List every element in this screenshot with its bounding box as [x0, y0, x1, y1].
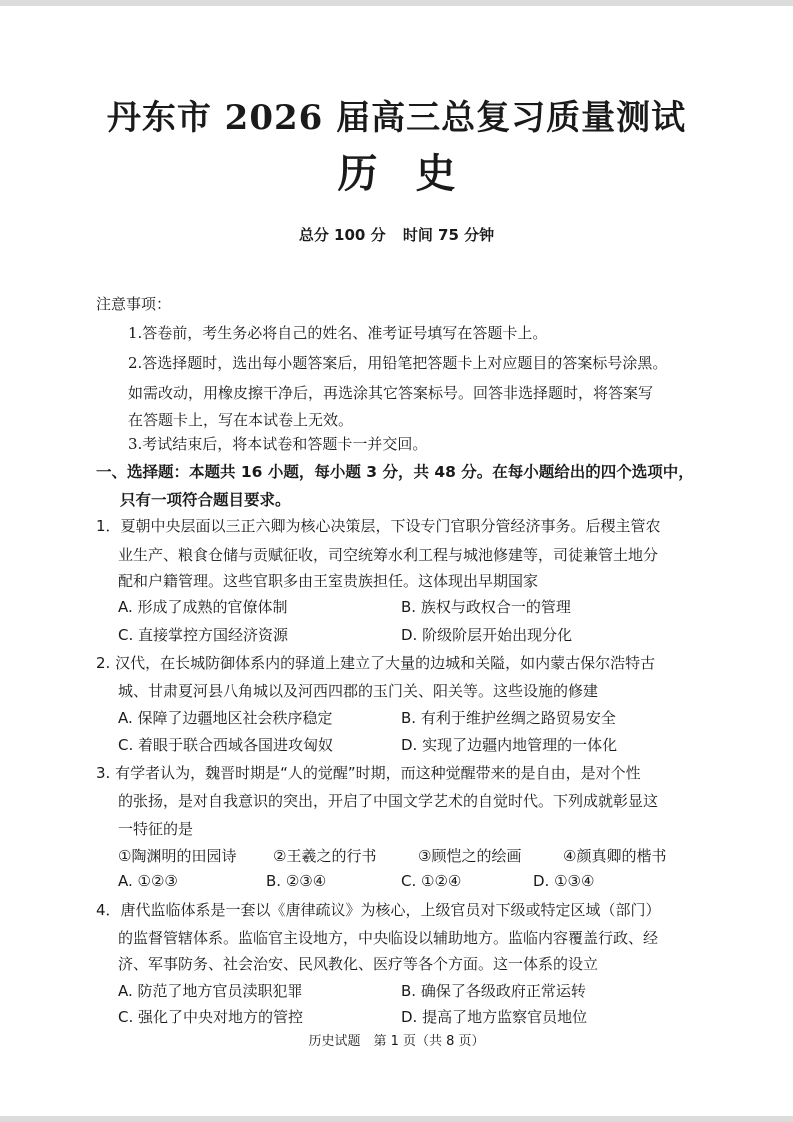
- question-3-option-c: C. ①②④: [401, 872, 462, 890]
- question-2-option-d: D. 实现了边疆内地管理的一体化: [401, 736, 618, 754]
- notice-heading: 注意事项：: [96, 295, 172, 313]
- question-4-option-c: C. 强化了中央对地方的管控: [118, 1008, 304, 1026]
- question-3-stem: 一特征的是: [118, 820, 194, 838]
- subject-title: 历史: [337, 150, 494, 197]
- question-3-item-4: ④颜真卿的楷书: [563, 847, 667, 865]
- question-1-option-c: C. 直接掌控方国经济资源: [118, 626, 289, 644]
- total-score: 总分 100 分: [298, 226, 386, 244]
- section-heading: 一、选择题：本题共 16 小题，每小题 3 分，共 48 分。在每小题给出的四个选项中，: [96, 463, 694, 481]
- section-heading-cont: 只有一项符合题目要求。: [120, 491, 291, 509]
- page-footer: 历史试题 第 1 页（共 8 页）: [308, 1034, 485, 1049]
- question-3-item-3: ③顾恺之的绘画: [418, 847, 522, 865]
- notice-line: 2.答选择题时，选出每小题答案后，用铅笔把答题卡上对应题目的答案标号涂黑。: [128, 354, 668, 372]
- question-3-option-d: D. ①③④: [533, 872, 595, 890]
- question-3-option-a: A. ①②③: [118, 872, 178, 890]
- scan-edge-bottom: [0, 1116, 793, 1122]
- question-4-option-b: B. 确保了各级政府正常运转: [401, 982, 586, 1000]
- question-3-option-b: B. ②③④: [266, 872, 327, 890]
- question-4-stem: 济、军事防务、社会治安、民风教化、医疗等各个方面。这一体系的设立: [118, 955, 599, 973]
- question-2-option-a: A. 保障了边疆地区社会秩序稳定: [118, 709, 333, 727]
- question-2-stem: 城、甘肃夏河县八角城以及河西四郡的玉门关、阳关等。这些设施的修建: [118, 682, 599, 700]
- question-3-stem: 3. 有学者认为，魏晋时期是“人的觉醒”时期，而这种觉醒带来的是自由，是对个性: [96, 764, 641, 782]
- question-1-stem: 业生产、粮食仓储与贡赋征收，司空统筹水利工程与城池修建等，司徒兼管土地分: [118, 546, 659, 564]
- question-1-option-b: B. 族权与政权合一的管理: [401, 598, 571, 616]
- exam-time: 时间 75 分钟: [402, 226, 495, 244]
- exam-title: 丹东市 2026 届高三总复习质量测试: [106, 98, 687, 138]
- question-1-option-a: A. 形成了成熟的官僚体制: [118, 598, 288, 616]
- notice-line: 3.考试结束后，将本试卷和答题卡一并交回。: [128, 435, 428, 453]
- question-1-stem: 1．夏朝中央层面以三正六卿为核心决策层，下设专门官职分管经济事务。后稷主管农: [96, 517, 661, 535]
- question-2-stem: 2. 汉代，在长城防御体系内的驿道上建立了大量的边城和关隘，如内蒙古保尔浩特古: [96, 654, 656, 672]
- question-2-option-b: B. 有利于维护丝绸之路贸易安全: [401, 709, 616, 727]
- question-1-option-d: D. 阶级阶层开始出现分化: [401, 626, 573, 644]
- score-time-line: [0, 224, 793, 245]
- question-1-stem: 配和户籍管理。这些官职多由王室贵族担任。这体现出早期国家: [118, 572, 539, 590]
- question-3-item-2: ②王羲之的行书: [273, 847, 377, 865]
- question-4-stem: 4．唐代监临体系是一套以《唐律疏议》为核心，上级官员对下级或特定区域（部门）: [96, 901, 661, 919]
- question-4-option-a: A. 防范了地方官员渎职犯罪: [118, 982, 303, 1000]
- question-2-option-c: C. 着眼于联合西域各国进攻匈奴: [118, 736, 334, 754]
- notice-line: 如需改动，用橡皮擦干净后，再选涂其它答案标号。回答非选择题时，将答案写: [128, 384, 654, 402]
- notice-line: 在答题卡上，写在本试卷上无效。: [128, 411, 354, 429]
- question-4-stem: 的监督管辖体系。监临官主设地方，中央临设以辅助地方。监临内容覆盖行政、经: [118, 929, 659, 947]
- question-3-item-1: ①陶渊明的田园诗: [118, 847, 237, 865]
- question-3-stem: 的张扬，是对自我意识的突出，开启了中国文学艺术的自觉时代。下列成就彰显这: [118, 792, 659, 810]
- notice-line: 1.答卷前，考生务必将自己的姓名、准考证号填写在答题卡上。: [128, 324, 548, 342]
- question-4-option-d: D. 提高了地方监察官员地位: [401, 1008, 588, 1026]
